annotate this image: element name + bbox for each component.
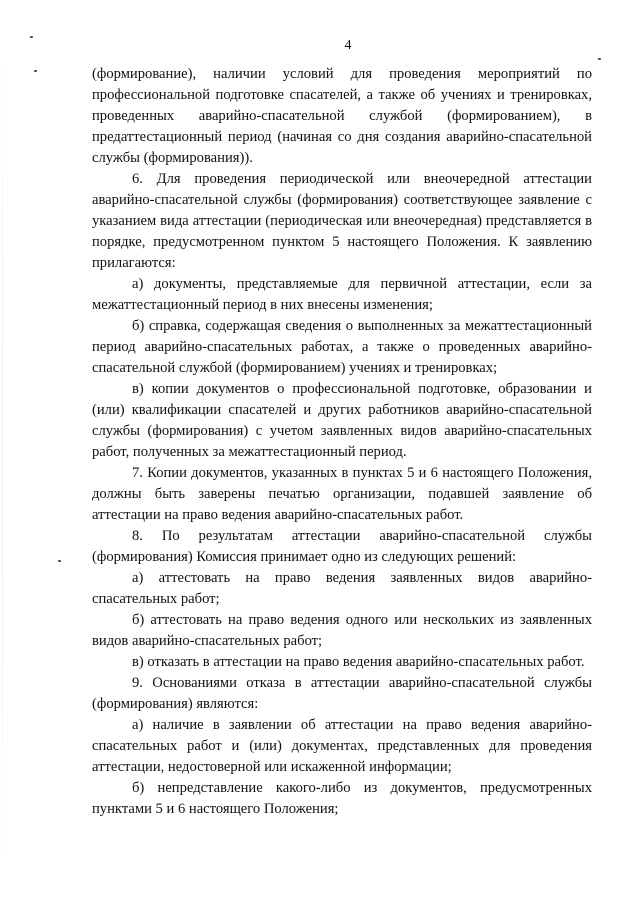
paragraph: (формирование), наличии условий для проведения мероприятий по профессиональной подготовке спасателей, а также об учениях и тренировках, проведенных аварийно-спасательной службой (формированием), в предаттестационный период (начиная со дня создания аварийно-спасательной службы (формирования)). bbox=[92, 66, 592, 166]
scan-artifact-dot bbox=[598, 58, 601, 60]
paragraph: 8. По результатам аттестации аварийно-спасательной службы (формирования) Комиссия принимает одно из следующих решений: bbox=[92, 528, 592, 565]
paragraph: в) отказать в аттестации на право ведения аварийно-спасательных работ. bbox=[132, 654, 585, 670]
paragraph: а) документы, представляемые для первичной аттестации, если за межаттестационный период в них внесены изменения; bbox=[92, 276, 592, 313]
paragraph: 9. Основаниями отказа в аттестации аварийно-спасательной службы (формирования) являются: bbox=[92, 675, 592, 712]
paragraph: а) наличие в заявлении об аттестации на право ведения аварийно-спасательных работ и (или) документах, представленных для проведения аттестации, недостоверной или искаженной информации; bbox=[92, 717, 592, 775]
paragraph: б) справка, содержащая сведения о выполненных за межаттестационный период аварийно-спасательных работах, а также о проведенных аварийно-спасательной службой (формированием) учениях и тренировках; bbox=[92, 318, 592, 376]
page-number: 4 bbox=[344, 38, 352, 53]
scan-artifact-dot bbox=[34, 70, 37, 72]
document-body bbox=[92, 64, 592, 820]
scan-artifact-dot bbox=[58, 560, 61, 562]
paragraph: а) аттестовать на право ведения заявленных видов аварийно-спасательных работ; bbox=[92, 570, 592, 607]
paragraph: б) аттестовать на право ведения одного или нескольких из заявленных видов аварийно-спасательных работ; bbox=[92, 612, 592, 649]
paragraph: 6. Для проведения периодической или внеочередной аттестации аварийно-спасательной службы (формирования) соответствующее заявление с указанием вида аттестации (периодическая или внеочередная) представляется в порядке, предусмотренном пунктом 5 настоящего Положения. К заявлению прилагаются: bbox=[92, 171, 592, 271]
paragraph: в) копии документов о профессиональной подготовке, образовании и (или) квалификации спасателей и других работников аварийно-спасательной службы (формирования) с учетом заявленных видов аварийно-спасательных работ, полученных за межаттестационный период. bbox=[92, 381, 592, 460]
scan-edge-shadow bbox=[2, 30, 3, 890]
paragraph: 7. Копии документов, указанных в пунктах 5 и 6 настоящего Положения, должны быть заверены печатью организации, подавшей заявление об аттестации на право ведения аварийно-спасательных работ. bbox=[92, 465, 592, 523]
paragraph: б) непредставление какого-либо из документов, предусмотренных пунктами 5 и 6 настоящего Положения; bbox=[92, 780, 592, 817]
